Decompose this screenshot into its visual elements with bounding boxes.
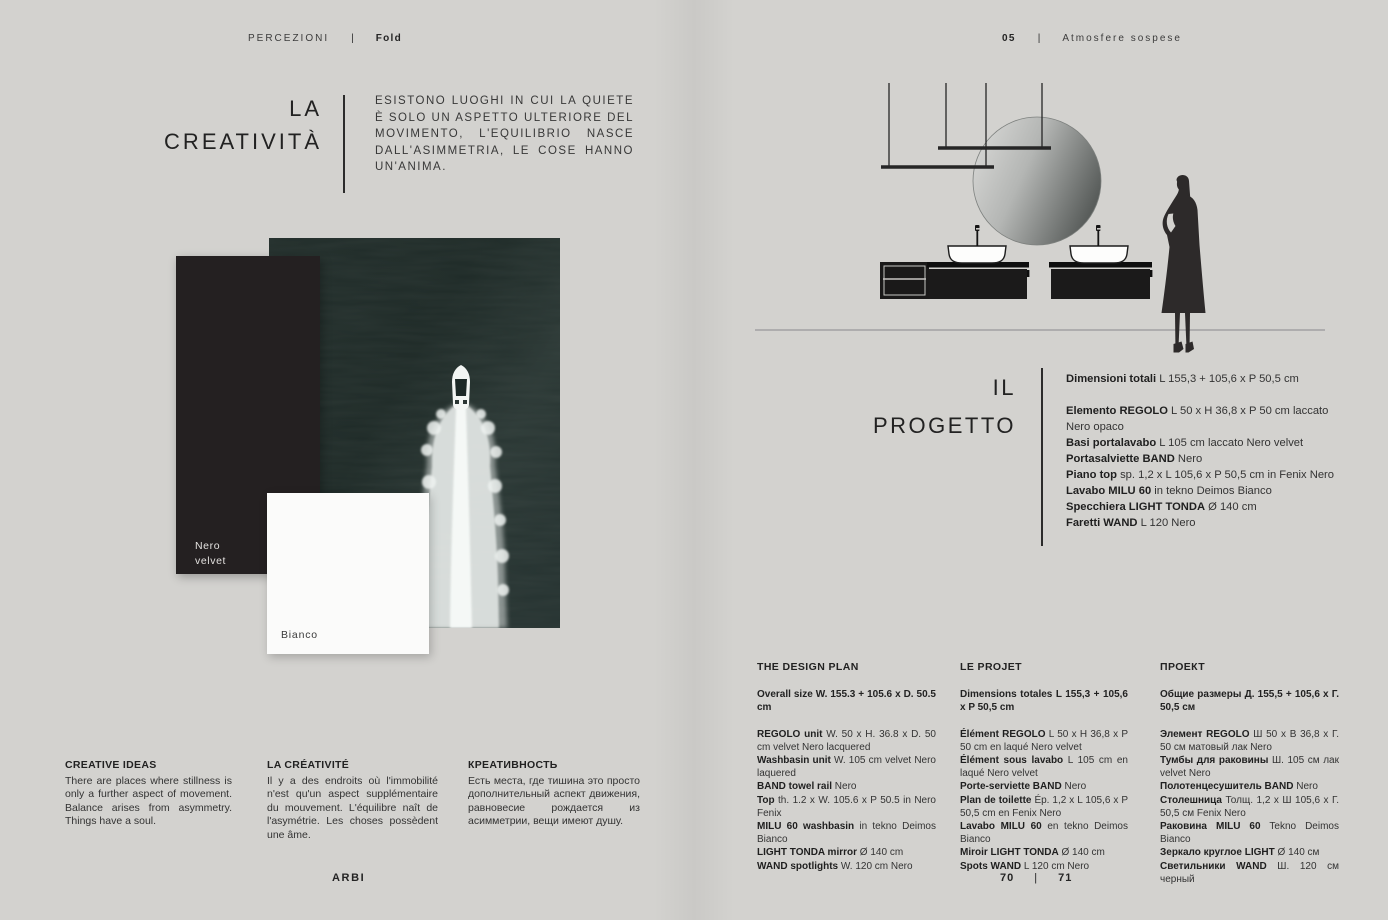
chapter-number: 05	[1002, 33, 1016, 44]
round-mirror	[973, 117, 1101, 245]
plan-column-fr	[960, 661, 1128, 873]
column-body: Есть места, где тишина это просто дополнительный аспект движения, равновесие рождается из асимметрии, вещи имеют душу.	[468, 774, 640, 828]
plan-item: Miroir LIGHT TONDA Ø 140 cm	[960, 847, 1105, 859]
left-page-header	[248, 33, 402, 44]
plan-item: WAND spotlights W. 120 cm Nero	[757, 860, 913, 872]
plan-header: LE PROJET	[960, 661, 1022, 673]
faucet-right	[1096, 225, 1101, 246]
plan-item: REGOLO unit W. 50 x H. 36.8 x D. 50 cm velvet Nero lacquered	[757, 728, 936, 753]
page-title-line2: CREATIVITÀ	[164, 129, 322, 154]
washbasin-right	[1070, 246, 1128, 263]
plan-item: Светильники WAND Ш. 120 см черный	[1160, 860, 1339, 885]
plan-header: THE DESIGN PLAN	[757, 661, 859, 673]
plan-items	[757, 728, 936, 873]
product-elevation-drawing	[750, 60, 1340, 360]
brand-footer: ARBI	[332, 872, 366, 884]
translation-column-en	[65, 759, 232, 829]
header-separator: |	[351, 33, 354, 44]
project-title	[830, 369, 1016, 445]
plan-item: Plan de toilette Ép. 1,2 x L 105,6 x P 50,5 cm en Fenix Nero	[960, 794, 1128, 819]
plan-items	[1160, 728, 1339, 886]
bianco-label: Bianco	[281, 629, 318, 641]
project-title-line1: IL	[992, 375, 1016, 400]
washbasin-left	[948, 246, 1006, 263]
project-specs	[1066, 371, 1338, 531]
chapter-title: Atmosfere sospese	[1062, 33, 1182, 44]
translation-column-fr	[267, 759, 438, 843]
plan-item: Porte-serviette BAND Nero	[960, 781, 1087, 793]
plan-item: Полотенцесушитель BAND Nero	[1160, 781, 1318, 793]
spec-line: Lavabo MILU 60 in tekno Deimos Bianco	[1066, 485, 1272, 497]
translation-column-ru	[468, 759, 640, 829]
faucet-left	[975, 225, 980, 246]
page-number-left: 70	[1000, 872, 1015, 884]
spec-line: Portasalviette BAND Nero	[1066, 453, 1203, 465]
project-divider	[1041, 368, 1043, 546]
plan-item: Élément sous lavabo L 105 cm en laqué Nero velvet	[960, 755, 1128, 780]
spec-line: Piano top sp. 1,2 x L 105,6 x P 50,5 cm in Fenix Nero	[1066, 469, 1334, 481]
intro-text: ESISTONO LUOGHI IN CUI LA QUIETE È SOLO UN ASPETTO ULTERIORE DEL MOVIMENTO, L'EQUILIBRIO NASCE DALL'ASIMMETRIA, LE COSE HANNO UN'ANIMA.	[375, 95, 634, 174]
plan-item: Зеркало круглое LIGHT Ø 140 см	[1160, 847, 1320, 859]
vanity-cabinet-right	[1049, 262, 1152, 299]
page-fold-shadow	[654, 0, 734, 920]
bianco-swatch	[267, 493, 429, 654]
plan-lead: Overall size W. 155.3 + 105.6 x D. 50.5 cm	[757, 689, 936, 714]
spec-line: Faretti WAND L 120 Nero	[1066, 517, 1196, 529]
plan-lead: Dimensions totales L 155,3 + 105,6 x P 50,5 cm	[960, 689, 1128, 714]
plan-item: Spots WAND L 120 cm Nero	[960, 860, 1090, 872]
title-divider	[343, 95, 345, 193]
plan-item: Столешница Толщ. 1,2 х Ш 105,6 х Г. 50,5 см Fenix Nero	[1160, 794, 1339, 819]
spec-items	[1066, 403, 1338, 531]
plan-header: ПРОЕКТ	[1160, 661, 1206, 673]
spec-line: Specchiera LIGHT TONDA Ø 140 cm	[1066, 501, 1257, 513]
plan-item: MILU 60 washbasin in tekno Deimos Bianco	[757, 821, 936, 846]
spec-line: Elemento REGOLO L 50 x H 36,8 x P 50 cm laccato Nero opaco	[1066, 405, 1329, 433]
column-header: CREATIVE IDEAS	[65, 759, 157, 771]
plan-item: Lavabo MILU 60 en tekno Deimos Bianco	[960, 821, 1128, 846]
plan-item: LIGHT TONDA mirror Ø 140 cm	[757, 847, 904, 859]
plan-item: Washbasin unit W. 105 cm velvet Nero laquered	[757, 755, 936, 780]
vanity-cabinet-left	[927, 262, 1029, 299]
plan-item: Раковина MILU 60 Tekno Deimos Bianco	[1160, 821, 1339, 846]
plan-item: Элемент REGOLO Ш 50 х В 36,8 х Г. 50 см матовый лак Nero	[1160, 728, 1339, 753]
plan-items	[960, 728, 1128, 873]
collection-label: Fold	[375, 33, 403, 44]
boat-illustration	[452, 365, 470, 410]
page-title	[130, 92, 322, 158]
right-page-header	[1002, 33, 1182, 44]
column-header: КРЕАТИВНОСТЬ	[468, 759, 558, 771]
woman-figure	[1162, 175, 1206, 352]
column-header: LA CRÉATIVITÉ	[267, 759, 350, 771]
spec-lead: Dimensioni totali L 155,3 + 105,6 x P 50,5 cm	[1066, 373, 1299, 385]
elevation-art	[750, 60, 1340, 360]
plan-lead: Общие размеры Д. 155,5 + 105,6 х Г. 50,5 см	[1160, 689, 1339, 714]
plan-item: Top th. 1.2 x W. 105.6 x P 50.5 in Nero Fenix	[757, 794, 936, 819]
project-title-line2: PROGETTO	[872, 413, 1016, 438]
plan-column-ru	[1160, 661, 1339, 886]
column-body: Il y a des endroits où l'immobilité n'est qu'un aspect supplémentaire du mouvement. L'équilibre naît de l'asymétrie. Les choses possèdent une âme.	[267, 774, 438, 841]
nero-velvet-label: Nero velvet	[195, 540, 227, 567]
page-number-right: 71	[1058, 872, 1073, 884]
page-title-line1: LA	[289, 96, 322, 121]
page-numbers	[1000, 872, 1072, 884]
header-separator: |	[1037, 33, 1041, 44]
plan-item: Тумбы для раковины Ш. 105 см лак velvet Nero	[1160, 755, 1339, 780]
column-body: There are places where stillness is only a further aspect of movement. Balance arises from asymmetry. Things have a soul.	[65, 774, 232, 828]
brand-label: PERCEZIONI	[248, 33, 330, 44]
regolo-side-unit	[881, 263, 928, 298]
plan-item: Élément REGOLO L 50 x H 36,8 x P 50 cm en laqué Nero velvet	[960, 728, 1128, 753]
plan-column-en	[757, 661, 936, 873]
spec-line: Basi portalavabo L 105 cm laccato Nero velvet	[1066, 437, 1304, 449]
plan-item: BAND towel rail Nero	[757, 781, 857, 793]
page-number-separator: |	[1034, 872, 1039, 884]
